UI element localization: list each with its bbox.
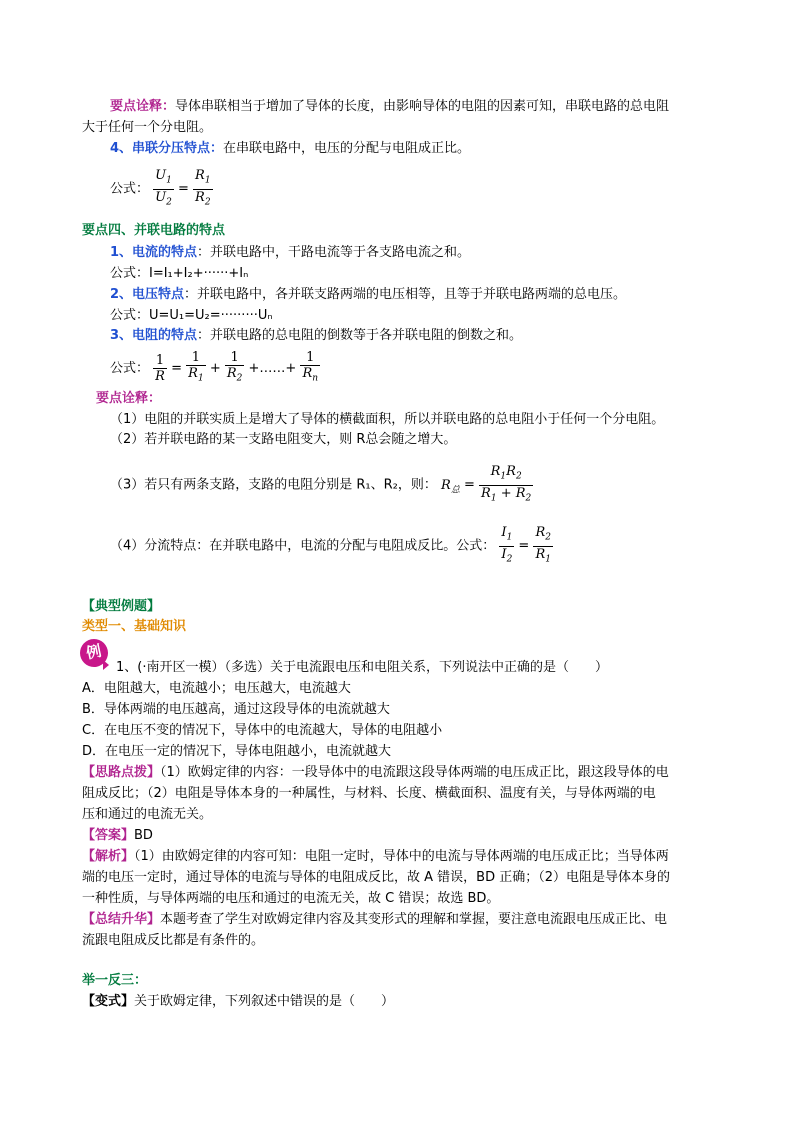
- analysis-label: 【解析】: [82, 849, 135, 864]
- example-badge-icon: 例: [77, 636, 110, 669]
- formula-series-division: [110, 168, 213, 210]
- parallel-resistance-feature: [110, 327, 522, 345]
- answer-label: 【答案】: [82, 828, 135, 843]
- hint-label: 【思路点拨】: [82, 765, 161, 780]
- series-voltage-division: [110, 140, 470, 158]
- equals-sign: =: [178, 181, 189, 197]
- series-voltage-label: 4、串联分压特点：: [110, 141, 224, 156]
- example-badge-tail: [103, 660, 109, 670]
- question-1: 1、(·南开区一模）（多选）关于电流跟电压和电阻关系，下列说法中正确的是（ ）: [116, 660, 608, 675]
- practice-heading: 举一反三：: [82, 973, 148, 988]
- formula-prefix: 公式：: [110, 361, 150, 376]
- note-series-resistance: [110, 98, 669, 116]
- formula-prefix: 公式：: [110, 181, 150, 197]
- current-label: 1、电流的特点: [110, 245, 198, 260]
- hint-line-3: 压和通过的电流无关。: [82, 807, 213, 822]
- fraction-u: $\frac{U_1}{U_2}$: [155, 168, 172, 208]
- fraction-r: $\frac{R_1}{R_2}$: [195, 168, 211, 208]
- voltage-text: ：并联电路中，各并联支路两端的电压相等，且等于并联电路两端的总电压。: [184, 287, 627, 302]
- resistance-text: ：并联电路的总电阻的倒数等于各并联电阻的倒数之和。: [197, 328, 523, 343]
- answer-text: BD: [134, 828, 153, 843]
- series-voltage-text: 在串联电路中，电压的分配与电阻成正比。: [223, 141, 471, 156]
- note-item-4: （4）分流特点：在并联电路中，电流的分配与电阻成反比。公式： $\frac{I_1}{I_2}$ = $\frac{R_2}{R_1}$: [110, 525, 551, 565]
- note-text: 导体串联相当于增加了导体的长度，由影响导体的电阻的因素可知，串联电路的总电阻: [175, 99, 670, 114]
- type-one-heading: 类型一、基础知识: [82, 619, 187, 634]
- summary-line-1: 【总结升华】本题考查了学生对欧姆定律内容及其变形式的理解和掌握，要注意电流跟电压成正比、电: [82, 912, 668, 927]
- typical-examples-heading: 【典型例题】: [82, 599, 161, 614]
- summary-label: 【总结升华】: [82, 912, 161, 927]
- resistance-label: 3、电阻的特点: [110, 328, 198, 343]
- answer: [82, 827, 153, 845]
- option-a: A．电阻越大，电流越小；电压越大，电流越大: [82, 681, 351, 696]
- hint-line-1: 【思路点拨】（1）欧姆定律的内容：一段导体中的电流跟这段导体两端的电压成正比，跟这段导体的电: [82, 765, 669, 780]
- voltage-label: 2、电压特点: [110, 287, 185, 302]
- summary-line-2: 流跟电阻成反比都是有条件的。: [82, 933, 265, 948]
- parallel-current-formula: 公式：I=I₁+I₂+······+Iₙ: [110, 266, 249, 281]
- note-series-resistance-cont: 大于任何一个分电阻。: [82, 120, 213, 135]
- variant-question: [82, 993, 394, 1011]
- variant-text: 关于欧姆定律，下列叙述中错误的是（ ）: [134, 994, 395, 1009]
- formula-parallel-resistance: 公式： $\frac{1}{R}$ = $\frac{1}{R_1}$ + $\frac{1}{R_2}$ +……+ $\frac{1}{R_n}$: [110, 350, 319, 384]
- note-label: 要点诠释：: [110, 99, 176, 114]
- hint-line-2: 阻成反比；（2）电阻是导体本身的一种属性，与材料、长度、横截面积、温度有关，与导体两端的电: [82, 786, 656, 801]
- analysis-line-3: 一种性质，与导体两端的电压和通过的电流无关，故 C 错误；故选 BD。: [82, 891, 500, 906]
- section-heading-parallel: 要点四、并联电路的特点: [82, 223, 226, 238]
- analysis-line-1: 【解析】（1）由欧姆定律的内容可知：电阻一定时，导体中的电流与导体两端的电压成正比；当导体两: [82, 849, 669, 864]
- note-item-4-text: （4）分流特点：在并联电路中，电流的分配与电阻成反比。公式：: [110, 538, 496, 554]
- note-title: 要点诠释：: [96, 391, 162, 406]
- note-item-2: （2）若并联电路的某一支路电阻变大，则 R总会随之增大。: [110, 432, 457, 447]
- note-item-3-text: （3）若只有两条支路，支路的电阻分别是 R₁、R₂，则：: [110, 477, 437, 493]
- analysis-line-2: 端的电压一定时，通过导体的电流与导体的电阻成反比，故 A 错误，BD 正确；（2）电阻是导体本身的: [82, 870, 670, 885]
- parallel-voltage-feature: [110, 286, 626, 304]
- option-c: C．在电压不变的情况下，导体中的电流越大，导体的电阻越小: [82, 723, 443, 738]
- note-item-1: （1）电阻的并联实质上是增大了导体的横截面积，所以并联电路的总电阻小于任何一个分电阻。: [110, 412, 665, 427]
- option-d: D．在电压一定的情况下，导体电阻越小，电流就越大: [82, 744, 392, 759]
- parallel-current-feature: [110, 244, 470, 262]
- current-text: ：并联电路中，干路电流等于各支路电流之和。: [197, 245, 471, 260]
- variant-label: 【变式】: [82, 994, 135, 1009]
- note-item-3: （3）若只有两条支路，支路的电阻分别是 R₁、R₂，则： $R_总$ = $\frac{R_1R_2}{R_1 + R_2}$: [110, 464, 532, 504]
- option-b: B．导体两端的电压越高，通过这段导体的电流就越大: [82, 702, 390, 717]
- parallel-voltage-formula: 公式：U=U₁=U₂=·········Uₙ: [110, 308, 273, 323]
